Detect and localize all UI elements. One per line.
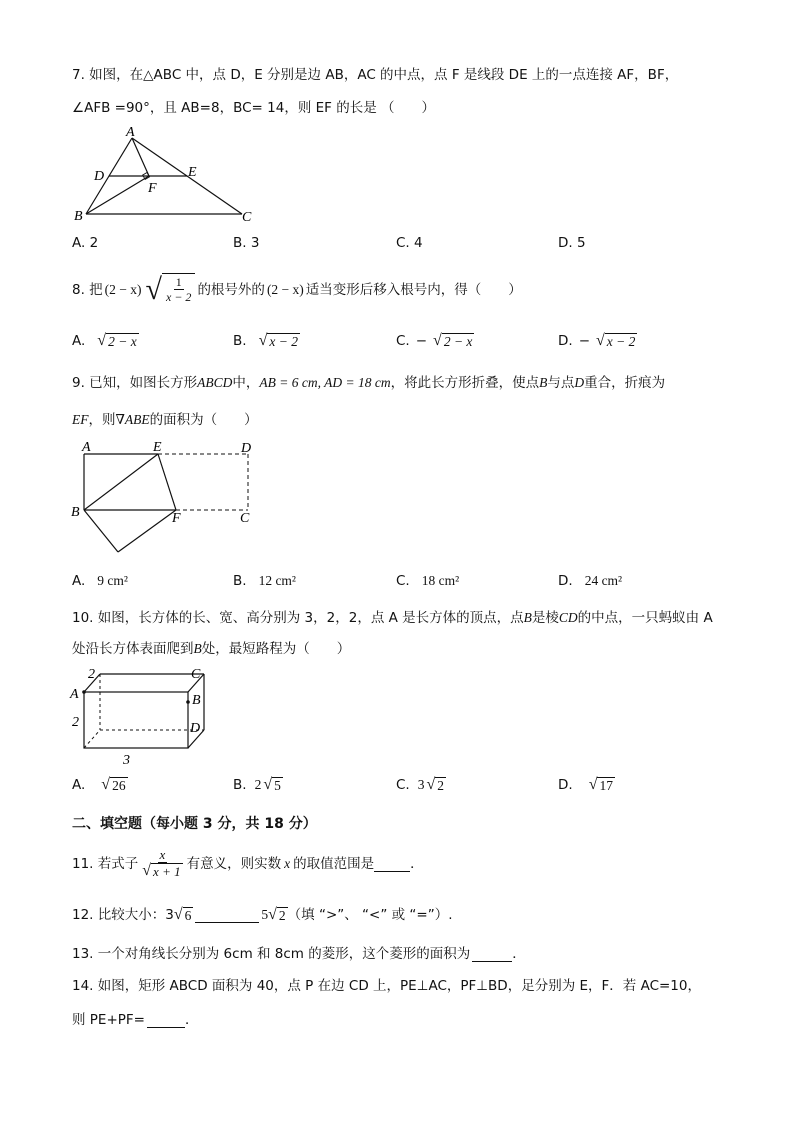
q11-stem: [72, 848, 424, 880]
q10-option-b[interactable]: [233, 776, 283, 794]
q8-option-d-radicand: x − 2: [606, 333, 636, 349]
q10-option-b-coef: 2: [254, 777, 262, 792]
q8-fraction: [164, 275, 193, 304]
q9-rect-name: ABCD: [197, 375, 233, 390]
q9-label-E: E: [153, 440, 162, 455]
section-heading-fill-in: 二、填空题（每小题 3 分，共 18 分）: [72, 816, 317, 832]
q10-stem-line1: [72, 609, 713, 627]
q9-label-D: D: [241, 441, 252, 456]
q13-answer-blank[interactable]: [472, 947, 512, 962]
q9-label-A: A: [82, 440, 91, 455]
q9-option-a-value: 9 cm²: [97, 573, 128, 588]
q10-cuboid-figure: [68, 662, 218, 768]
q11-suffix: 的取值范围是: [293, 856, 375, 872]
q8-option-b[interactable]: [233, 332, 300, 350]
q10-label-C: C: [191, 667, 201, 682]
q9-stem-line1: [72, 374, 665, 392]
q9-option-a-label: A.: [72, 573, 86, 589]
q8-radical: √ $\frac{1}{x - 2}$: [146, 273, 196, 307]
q8-option-b-radicand: x − 2: [269, 333, 298, 349]
q10-option-c-radical: √ 2: [426, 775, 444, 793]
q12-stem: [72, 906, 453, 924]
q10-option-a[interactable]: [72, 776, 128, 794]
q8-suffix: 适当变形后移入根号内，得（ ）: [305, 282, 522, 298]
q8-option-c-radicand: 2 − x: [443, 333, 473, 349]
q11-frac-num: x: [159, 847, 166, 862]
q10-label-h: 2: [72, 715, 79, 730]
q13-text: 13. 一个对角线长分别为 6cm 和 8cm 的菱形，这个菱形的面积为: [72, 946, 471, 962]
q14-answer-blank[interactable]: [147, 1013, 185, 1028]
q8-stem: [72, 273, 522, 307]
q14-end: ．: [185, 1012, 199, 1028]
q8-option-c-radical: √ 2 − x: [433, 331, 473, 349]
q10-text-b: 是棱: [531, 610, 559, 626]
q9-label-F: F: [172, 511, 181, 526]
q10-option-a-radicand: 26: [112, 777, 126, 793]
q11-den-radicand: x + 1: [153, 864, 181, 879]
q12-radicand2: 2: [278, 907, 286, 923]
q9-text-f: ，则: [88, 412, 116, 428]
q10-label-l: 3: [123, 753, 130, 768]
q7-triangle-figure: [72, 122, 262, 226]
q9-condition: AB = 6 cm, AD = 18 cm: [259, 375, 391, 390]
q12-coef2: 5: [261, 907, 269, 922]
q9-fold-figure: [68, 438, 268, 556]
q11-frac-den: √ x + 1: [142, 862, 181, 879]
q7-label-D: D: [94, 169, 105, 184]
q10-option-d-label: D.: [558, 777, 573, 793]
q9-crease: EF: [72, 412, 89, 427]
q9-text-a: 9. 已知，如图长方形: [72, 375, 198, 391]
q8-frac-num: 1: [175, 275, 182, 289]
q11-middle: 有意义，则实数: [186, 856, 282, 872]
q10-option-c-radicand: 2: [437, 777, 444, 793]
q8-option-d-sign: −: [578, 333, 590, 349]
q9-option-d[interactable]: [558, 572, 622, 590]
q12-radical2: √ 2: [268, 905, 286, 923]
q10-text-c: 的中点，一只蚂蚁由 A: [577, 610, 713, 626]
q7-option-a[interactable]: A. 2: [72, 235, 99, 251]
q9-option-b[interactable]: [233, 572, 296, 590]
q8-option-c[interactable]: [396, 332, 474, 350]
q9-option-b-value: 12 cm²: [258, 573, 296, 588]
q7-option-b[interactable]: B. 3: [233, 235, 260, 251]
q8-option-d[interactable]: [558, 332, 637, 350]
q9-text-c: ，将此长方形折叠，使点: [390, 375, 540, 391]
q14-text: 则 PE+PF=: [72, 1012, 145, 1028]
q13-end: ．: [512, 946, 526, 962]
q7-option-d[interactable]: D. 5: [558, 235, 586, 251]
q8-option-d-radical: √ x − 2: [596, 331, 636, 349]
q12-answer-blank[interactable]: [195, 908, 259, 923]
q10-text-a: 10. 如图，长方体的长、宽、高分别为 3，2，2，点 A 是长方体的顶点，点: [72, 610, 524, 626]
q9-option-c[interactable]: [396, 572, 459, 590]
q11-var: x: [284, 856, 291, 871]
q8-factor: (2 − x): [104, 282, 142, 297]
q10-text-e: 处，最短路程为（ ）: [201, 641, 351, 657]
q9-triangle: ∇ABE: [115, 412, 150, 427]
q12-suffix: （填 “>”、 “<” 或 “=”）.: [287, 907, 453, 923]
q9-option-d-label: D.: [558, 573, 573, 589]
q9-text-b: 中，: [232, 375, 260, 391]
q11-fraction: [140, 848, 184, 880]
q7-label-B: B: [74, 209, 83, 224]
q7-label-A: A: [126, 125, 135, 140]
q7-stem-line1: 7. 如图，在△ABC 中，点 D，E 分别是边 AB，AC 的中点，点 F 是线段 DE 上的一点连接 AF，BF，: [72, 67, 679, 83]
q7-stem-line2: ∠AFB =90°，且 AB=8，BC= 14，则 EF 的长是 （ ）: [72, 100, 435, 116]
q14-stem-line1: 14. 如图，矩形 ABCD 面积为 40，点 P 在边 CD 上，PE⊥AC，PF⊥BD，足分别为 E，F．若 AC=10，: [72, 978, 701, 994]
q10-edge: CD: [558, 610, 578, 625]
q10-option-a-radical: √ 26: [101, 775, 126, 793]
q10-option-b-label: B.: [233, 777, 247, 793]
q12-radical1: √ 6: [173, 905, 192, 923]
q11-prefix: 11. 若式子: [72, 856, 139, 872]
q7-label-E: E: [188, 165, 197, 180]
q9-text-d: 与点: [547, 375, 575, 391]
q9-option-c-label: C.: [396, 573, 410, 589]
q10-option-c[interactable]: [396, 776, 446, 794]
q13-stem: [72, 945, 526, 963]
q10-option-b-radical: √ 5: [263, 775, 281, 793]
q9-text-e: 重合，折痕为: [584, 375, 666, 391]
q8-option-a-label: A.: [72, 333, 86, 349]
q8-option-b-radical: √ x − 2: [258, 331, 298, 349]
q10-option-d[interactable]: [558, 776, 615, 794]
q10-option-d-radical: √ 17: [588, 775, 613, 793]
q10-option-a-label: A.: [72, 777, 86, 793]
q8-middle: 的根号外的: [197, 282, 265, 298]
q9-option-b-label: B.: [233, 573, 247, 589]
q10-option-d-radicand: 17: [599, 777, 613, 793]
q8-option-a[interactable]: [72, 332, 139, 350]
q8-option-c-label: C.: [396, 333, 410, 349]
q10-label-B: B: [192, 693, 201, 708]
q11-end: ．: [410, 856, 424, 872]
q8-frac-den: x − 2: [166, 290, 192, 304]
q14-stem-line2: [72, 1011, 199, 1029]
q7-label-F: F: [148, 181, 157, 196]
q9-option-a[interactable]: [72, 572, 128, 590]
q9-point-b: B: [539, 375, 548, 390]
q8-factor2: (2 − x): [266, 282, 304, 297]
q8-option-c-sign: −: [415, 333, 428, 349]
q9-label-B: B: [71, 505, 80, 520]
q9-option-c-value: 18 cm²: [421, 573, 460, 588]
q9-text-g: 的面积为（ ）: [149, 412, 258, 428]
q8-option-d-label: D.: [558, 333, 573, 349]
q7-option-c[interactable]: C. 4: [396, 235, 423, 251]
q9-option-d-value: 24 cm²: [584, 573, 623, 588]
q9-point-d: D: [574, 375, 585, 390]
q8-prefix: 8. 把: [72, 282, 103, 298]
q10-point-b: B: [523, 610, 532, 625]
q8-option-b-label: B.: [233, 333, 247, 349]
q7-label-C: C: [242, 210, 252, 225]
q8-option-a-radicand: 2 − x: [108, 333, 137, 349]
q10-option-c-label: C.: [396, 777, 410, 793]
q11-answer-blank[interactable]: [374, 857, 410, 872]
q10-label-w: 2: [88, 667, 95, 682]
q12-radicand1: 6: [184, 907, 192, 923]
q10-option-b-radicand: 5: [274, 777, 281, 793]
q12-prefix: 12. 比较大小：3: [72, 907, 174, 923]
q10-stem-line2: [72, 640, 350, 658]
q10-text-d: 处沿长方体表面爬到: [72, 641, 194, 657]
q9-label-C: C: [240, 511, 250, 526]
q10-label-A: A: [70, 687, 79, 702]
q8-option-a-radical: √ 2 − x: [97, 331, 137, 349]
q10-label-D: D: [190, 721, 201, 736]
q10-point-b2: B: [193, 641, 202, 656]
q10-option-c-coef: 3: [417, 777, 425, 792]
q9-stem-line2: [72, 411, 258, 429]
